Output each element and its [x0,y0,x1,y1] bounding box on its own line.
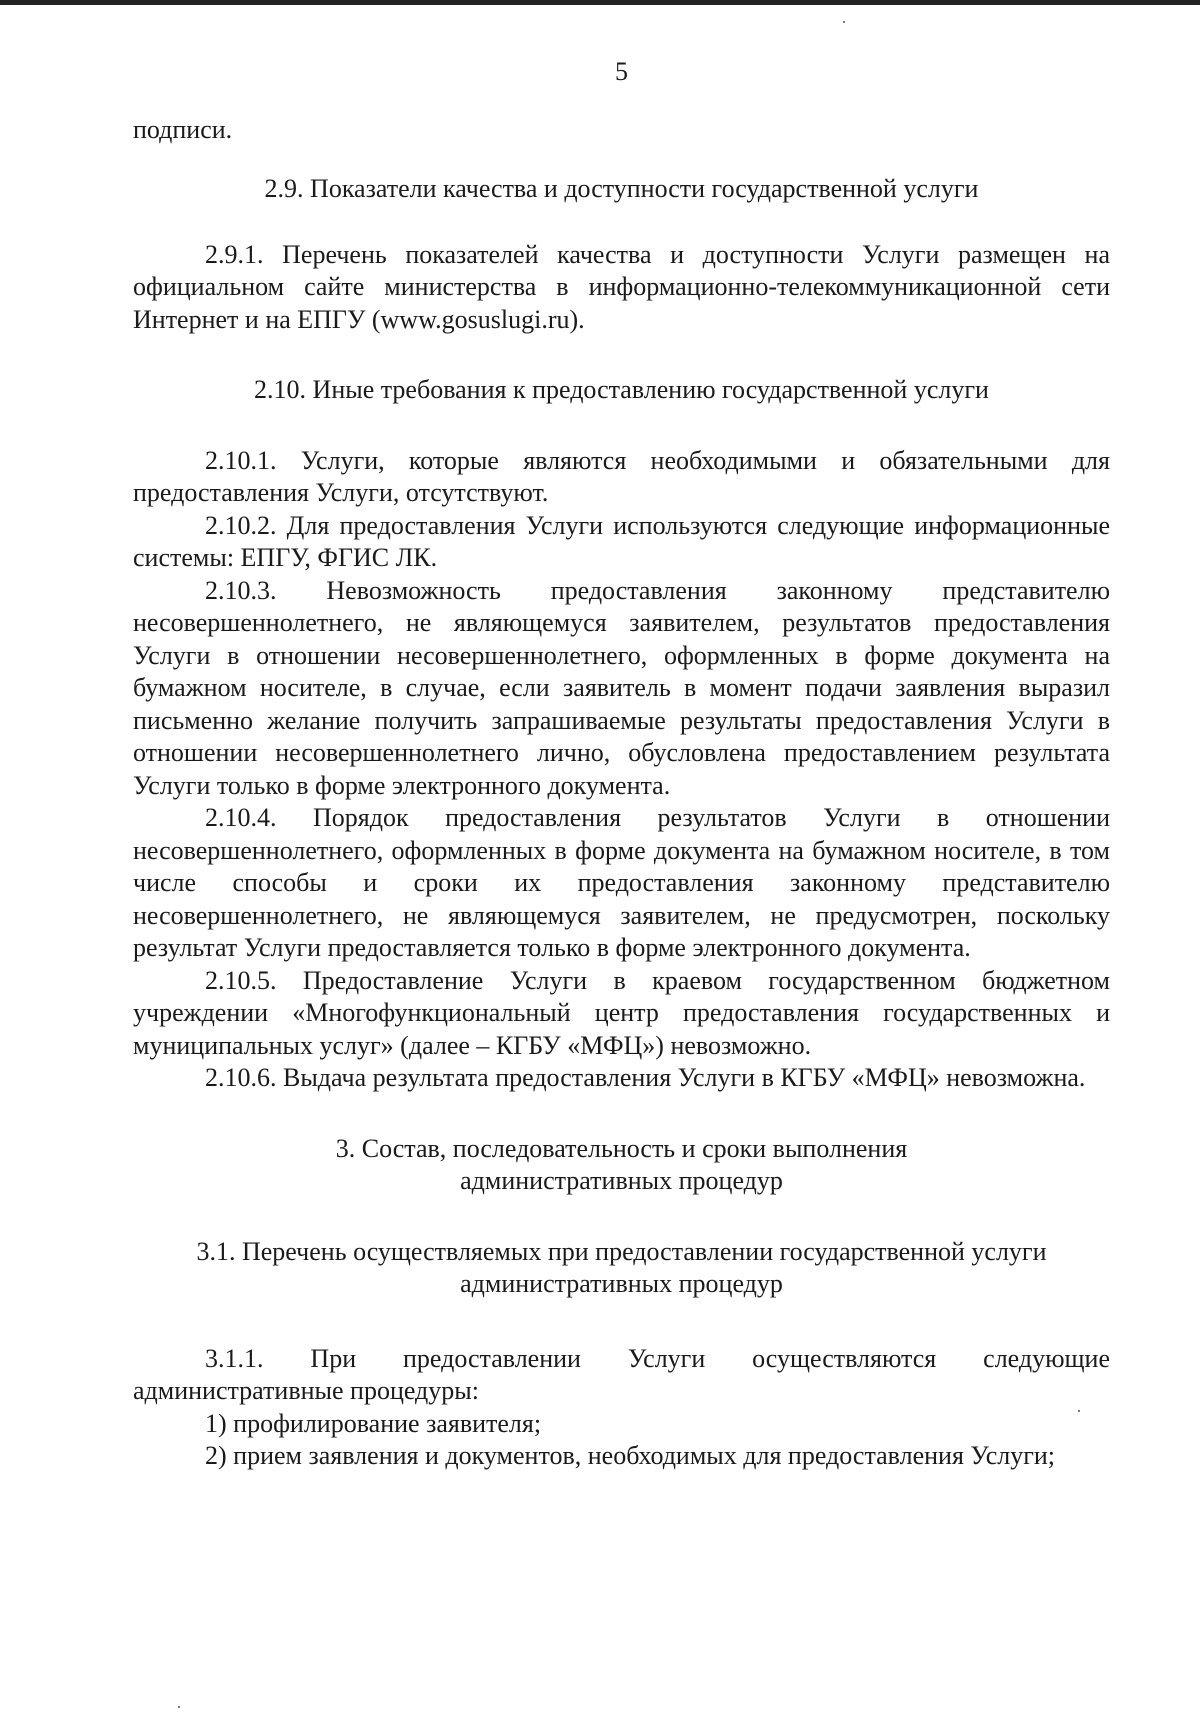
document-body [133,56,1110,1473]
list-item-1: 1) профилирование заявителя; [205,1408,542,1438]
heading-2-9: 2.9. Показатели качества и доступности государственной услуги [264,174,979,203]
heading-3-1-line-2: административных процедур [460,1269,783,1298]
heading-3-line-2: административных процедур [460,1166,783,1195]
scan-top-edge [0,0,1200,5]
paragraph-2-10-6: 2.10.6. Выдача результата предоставления Услуги в КГБУ «МФЦ» невозможна. [205,1063,1086,1092]
scan-speck [178,1706,180,1708]
paragraph-2-10-5: 2.10.5. Предоставление Услуги в краевом государственном бюджетном учреждении «Многофункциональный центр предоставления государственных и муниципальных услуг» (далее – КГБУ «МФЦ») невозможно. [133,965,1110,1060]
heading-3-1-line-1: 3.1. Перечень осуществляемых при предоставлении государственной услуги [196,1236,1047,1266]
scan-speck [1078,1410,1080,1412]
page-number: 5 [615,57,628,86]
list-item-2: 2) прием заявления и документов, необходимых для предоставления Услуги; [205,1441,1056,1470]
heading-3 [133,1133,1110,1198]
paragraph-2-10-2: 2.10.2. Для предоставления Услуги используются следующие информационные системы: ЕПГУ, ФГИС ЛК. [133,510,1110,572]
paragraph-2-10-4: 2.10.4. Порядок предоставления результатов Услуги в отношении несовершеннолетнего, оформленных в форме документа на бумажном носителе, в том числе способы и сроки их предоставления законному представителю несовершеннолетнего, не являющемуся заявителем, не предусмотрен, поскольку результат Услуги предоставляется только в форме электронного документа. [133,803,1110,962]
paragraph-2-10-1: 2.10.1. Услуги, которые являются необходимыми и обязательными для предоставления Услуги, отсутствуют. [133,445,1110,507]
heading-2-10: 2.10. Иные требования к предоставлению государственной услуги [254,375,989,404]
heading-3-1 [133,1236,1110,1301]
scan-speck [843,21,845,23]
heading-3-line-1: 3. Состав, последовательность и сроки выполнения [335,1133,908,1163]
paragraph-2-9-1: 2.9.1. Перечень показателей качества и доступности Услуги размещен на официальном сайте министерства в информационно-телекоммуникационной сети Интернет и на ЕПГУ (www.gosuslugi.ru). [133,239,1110,334]
paragraph-signature-tail: подписи. [133,114,233,144]
paragraph-3-1-1: 3.1.1. При предоставлении Услуги осуществляются следующие административные процедуры: [133,1343,1110,1405]
paragraph-2-10-3: 2.10.3. Невозможность предоставления законному представителю несовершеннолетнего, не являющемуся заявителем, результатов предоставления Услуги в отношении несовершеннолетнего, оформленных в форме документа на бумажном носителе, в случае, если заявитель в момент подачи заявления выразил письменно желание получить запрашиваемые результаты предоставления Услуги в отношении несовершеннолетнего лично, обусловлена предоставлением результата Услуги только в форме электронного документа. [133,575,1110,800]
